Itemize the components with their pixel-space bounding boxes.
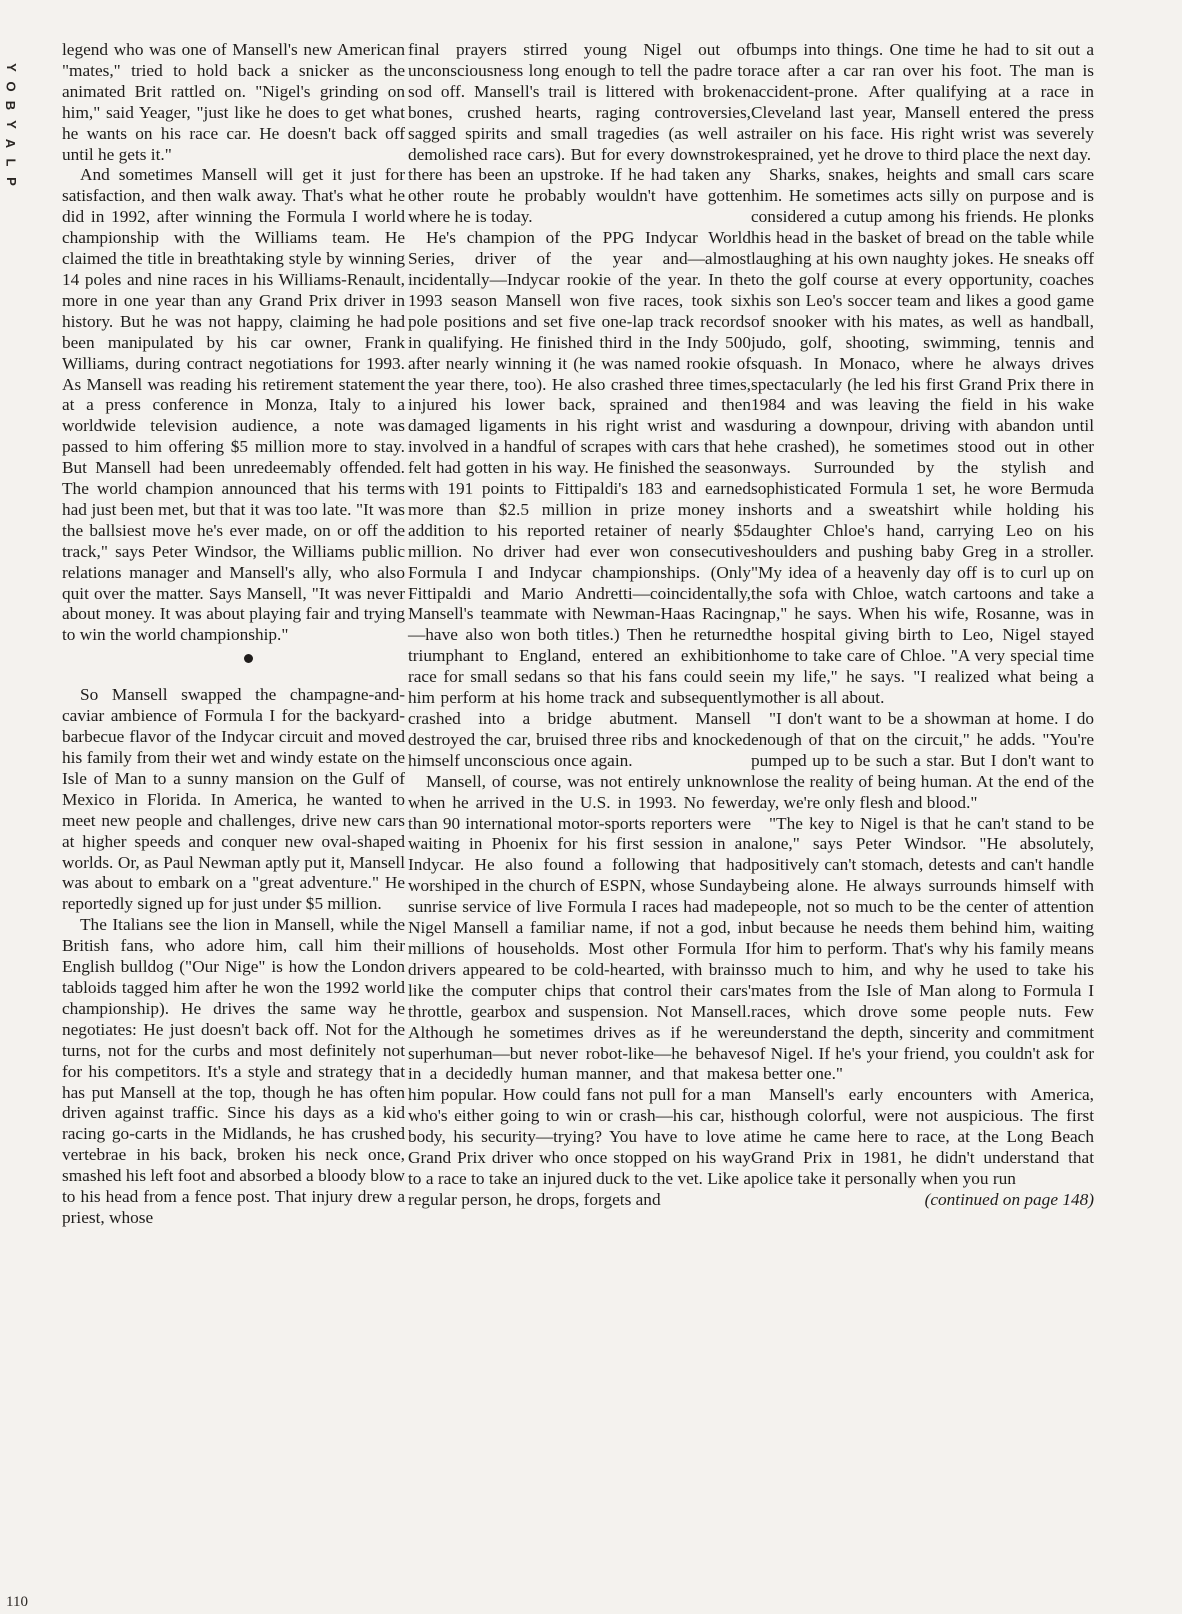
text-column-3: [751, 40, 1094, 1211]
paragraph: Mansell, of course, was not entirely unknown when he arrived in the U.S. in 1993. No fewer than 90 international motor-sports reporters were waiting in Phoenix for his first session in an Indycar. He also found a following that had worshiped in the church of ESPN, whose Sunday sunrise service of live Formula I races had made Nigel Mansell a familiar name, if not a god, in millions of households. Most other Formula I drivers appeared to be cold-hearted, with brains like the computer chips that control their cars' throttle, gearbox and suspension. Not Mansell. Although he sometimes drives as if he were superhuman—but never robot-like—he behaves in a decidedly human manner, and that makes him popular. How could fans not pull for a man who's either going to win or crash—his car, his body, his security—trying? You have to love a Grand Prix driver who once stopped on his way to a race to take an injured duck to the vet. Like a regular person, he drops, forgets and: [408, 771, 751, 1209]
text-column-1: [62, 40, 405, 1229]
paragraph: So Mansell swapped the champagne-and-caviar ambience of Formula I for the backyard-barbecue flavor of the Indycar circuit and moved his family from their wet and windy estate on the Isle of Man to a sunny mansion on the Gulf of Mexico in Florida. In America, he wanted to meet new people and challenges, drive new cars at higher speeds and conquer new oval-shaped worlds. Or, as Paul Newman aptly put it, Mansell was about to embark on a "great adventure." He reportedly signed up for just under $5 million.: [62, 685, 405, 914]
paragraph: "I don't want to be a showman at home. I do enough of that on the circuit," he adds. "You're pumped up to be such a star. But I don't want to lose the reality of being human. At the end of the day, we're only flesh and blood.": [751, 709, 1094, 812]
paragraph: Sharks, snakes, heights and small cars scare him. He sometimes acts silly on purpose and is considered a cutup among his friends. He plonks his head in the basket of bread on the table while laughing at his own naughty jokes. He sneaks off to the golf course at every opportunity, coaches his son Leo's soccer team and likes a good game of snooker with his mates, as well as handball, judo, golf, shooting, swimming, tennis and squash. In Monaco, where he always drives spectacularly (he led his first Grand Prix there in 1984 and was leaving the field in his wake during a downpour, driving with abandon until he crashed), he sometimes stood out in other ways. Surrounded by the stylish and sophisticated Formula 1 set, he wore Bermuda shorts and a sweatshirt while holding his daughter Chloe's hand, carrying Leo on his shoulders and pushing baby Greg in a stroller. "My idea of a heavenly day off is to curl up on the sofa with Chloe, watch cartoons and take a nap," he says. When his wife, Rosanne, was in the hospital giving birth to Leo, Nigel stayed home to take care of Chloe. "A very special time in my life," he says. "I realized what being a mother is all about.: [751, 165, 1094, 708]
spine-letter: B: [3, 100, 19, 111]
paragraph: And sometimes Mansell will get it just for satisfaction, and then walk away. That's what he did in 1992, after winning the Formula I world championship with the Williams team. He claimed the title in breathtaking style by winning 14 poles and nine races in his Williams-Renault, more in one year than any Grand Prix driver in history. But he was not happy, claiming he had been manipulated by his car owner, Frank Williams, during contract negotiations for 1993. As Mansell was reading his retirement statement at a press conference in Monza, Italy to a worldwide television audience, a note was passed to him offering $5 million more to stay. But Mansell had been unredeemably offended. The world champion announced that his terms had just been met, but that it was too late. "It was the ballsiest move he's ever made, on or off the track," says Peter Windsor, the Williams public relations manager and Mansell's ally, who also quit over the matter. Says Mansell, "It was never about money. It was about playing fair and trying to win the world championship.": [62, 165, 405, 645]
magazine-spine-title: [2, 58, 20, 191]
spine-letter: Y: [3, 63, 19, 72]
spine-letter: Y: [3, 120, 19, 129]
spine-letter: P: [3, 177, 19, 186]
paragraph: bumps into things. One time he had to sit out a race after a car ran over his foot. The man is accident-prone. After qualifying at a race in Cleveland last year, Mansell entered the press trailer on his face. His right wrist was severely sprained, yet he drove to third place the next day.: [751, 40, 1094, 164]
page-number: 110: [6, 1594, 28, 1610]
paragraph: Mansell's early encounters with America, though colorful, were not auspicious. The first time he came here to race, at the Long Beach Grand Prix in 1981, he didn't understand that police take it personally when you run: [751, 1085, 1094, 1188]
paragraph: The Italians see the lion in Mansell, while the British fans, who adore him, call him their English bulldog ("Our Nige" is how the London tabloids tagged him after he won the 1992 world championship). He drives the same way he negotiates: He just doesn't back off. Not for the turns, not for the curbs and most definitely not for his competitors. It's a style and strategy that has put Mansell at the top, though he has often driven against traffic. Since his days as a kid racing go-carts in the Midlands, he has crushed vertebrae in his back, broken his neck once, smashed his left foot and absorbed a bloody blow to his head from a fence post. That injury drew a priest, whose: [62, 915, 405, 1227]
section-break-bullet: [62, 651, 405, 667]
continued-note: (continued on page 148): [924, 1189, 1094, 1209]
spine-letter: A: [3, 138, 19, 149]
text-column-2: [408, 40, 751, 1211]
spine-letter: O: [3, 81, 19, 92]
spine-letter: L: [3, 158, 19, 167]
paragraph: legend who was one of Mansell's new American "mates," tried to hold back a snicker as the animated Brit rattled on. "Nigel's grinding on him," said Yeager, "just like he does to get what he wants on his race car. He doesn't back off until he gets it.": [62, 40, 405, 164]
paragraph: "The key to Nigel is that he can't stand to be alone," says Peter Windsor. "He absolutely, positively can't stomach, detests and can't handle being alone. He always surrounds himself with people, not so much to be the center of attention but because he needs them behind him, waiting for him to perform. That's why his family means so much to him, and why he used to take his mates from the Isle of Man along to Formula I races, which drove some people nuts. Few understand the depth, sincerity and commitment of Nigel. If he's your friend, you couldn't ask for a better one.": [751, 813, 1094, 1084]
paragraph: final prayers stirred young Nigel out of unconsciousness long enough to tell the padre to sod off. Mansell's trail is littered with broken bones, crushed hearts, raging controversies, sagged spirits and small tragedies (as well as demolished race cars). But for every downstroke there has been an upstroke. If he had taken any other route he probably wouldn't have gotten where he is today.: [408, 40, 751, 227]
paragraph: He's champion of the PPG Indycar World Series, driver of the year and—almost incidentally—Indycar rookie of the year. In the 1993 season Mansell won five races, took six pole positions and set five one-lap track records in qualifying. He finished third in the Indy 500 after nearly winning it (he was named rookie of the year there, too). He also crashed three times, injured his lower back, sprained and then damaged ligaments in his right wrist and was involved in a handful of scrapes with cars that he felt had gotten in his way. He finished the season with 191 points to Fittipaldi's 183 and earned more than $2.5 million in prize money in addition to his reported retainer of nearly $5 million. No driver had ever won consecutive Formula I and Indycar championships. (Only Fittipaldi and Mario Andretti—coincidentally, Mansell's teammate with Newman-Haas Racing—have also won both titles.) Then he returned triumphant to England, entered an exhibition race for small sedans so that his fans could see him perform at his home track and subsequently crashed into a bridge abutment. Mansell destroyed the car, bruised three ribs and knocked himself unconscious once again.: [408, 228, 751, 770]
